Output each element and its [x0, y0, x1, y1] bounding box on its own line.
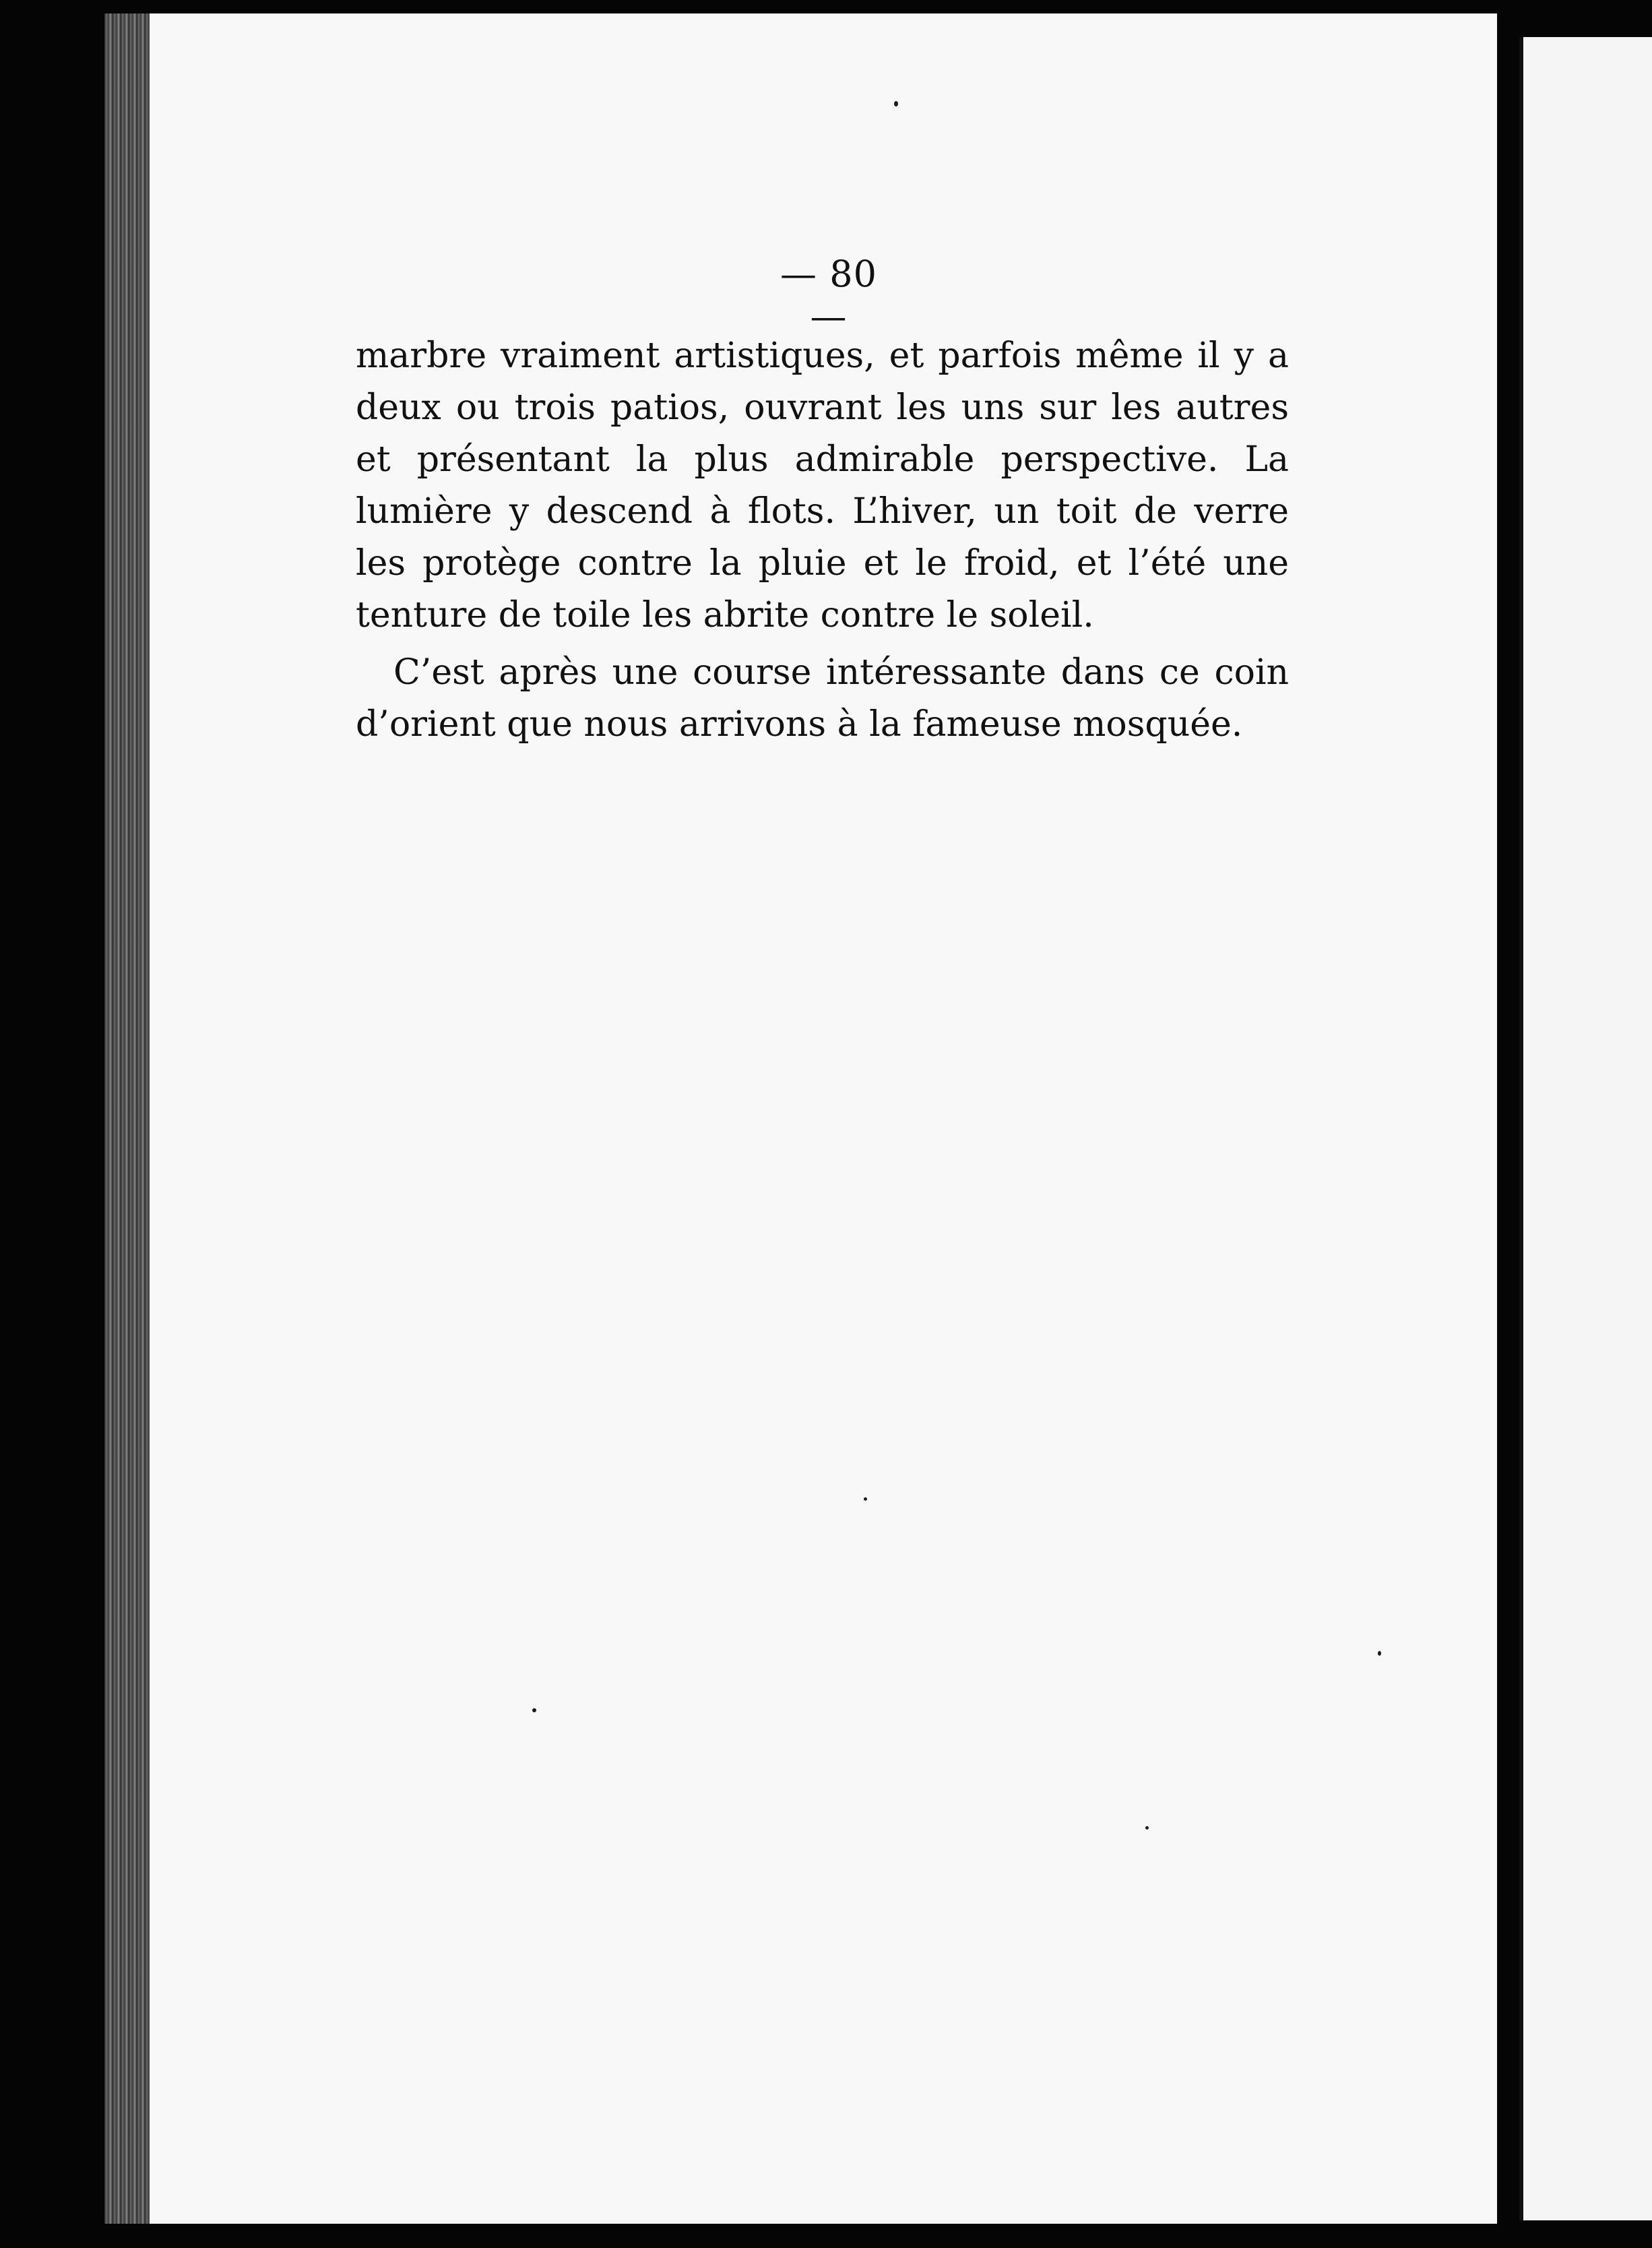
- scan-speck: [894, 101, 898, 106]
- scan-speck: [1145, 1826, 1149, 1830]
- scan-speck: [864, 1497, 867, 1501]
- scan-speck: [532, 1708, 536, 1712]
- facing-page-edge: [1519, 37, 1652, 2220]
- scan-speck: [1378, 1651, 1381, 1656]
- paragraph-1: marbre vraiment artistiques, et parfois même il y a deux ou trois patios, ouvrant les uns sur les autres et présentant la plus admirable perspective. La lumière y descend à flots. L’hiver, un toit de verre les protège contre la pluie et le froid, et l’été une tenture de toile les abrite contre le soleil.: [356, 336, 1289, 635]
- book-binding-edge: [104, 13, 152, 2224]
- paragraph-2: C’est après une course intéressante dans ce coin d’orient que nous arrivons à la fameuse mosquée.: [356, 652, 1289, 745]
- body-text: [356, 330, 1289, 751]
- page-number: — 80 —: [780, 253, 877, 338]
